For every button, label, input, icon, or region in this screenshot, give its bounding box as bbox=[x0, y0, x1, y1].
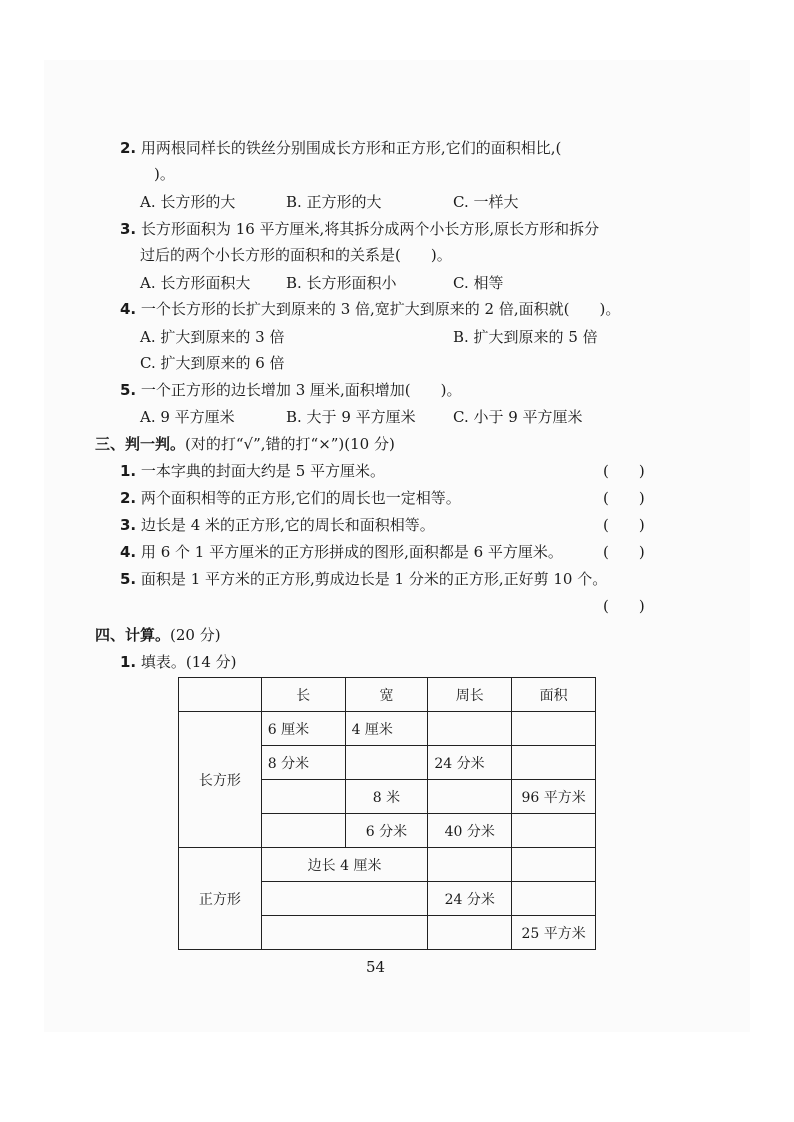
item-number: 1. bbox=[120, 462, 137, 480]
answer-paren[interactable]: ( ) bbox=[603, 462, 645, 480]
item-text: 填表。(14 分) bbox=[140, 653, 237, 671]
q3-option-a: A. 长方形面积大 bbox=[140, 274, 251, 292]
question-number: 3. bbox=[120, 220, 137, 238]
judge-item-2 bbox=[120, 488, 461, 508]
question-text: 长方形面积为 16 平方厘米,将其拆分成两个小长方形,原长方形和拆分 bbox=[140, 220, 600, 238]
section-note: (20 分) bbox=[170, 626, 221, 644]
question-5 bbox=[120, 380, 461, 400]
header-perimeter: 周长 bbox=[428, 678, 512, 712]
question-2-cont bbox=[140, 164, 175, 184]
table-cell[interactable] bbox=[512, 712, 596, 746]
q5-option-c: C. 小于 9 平方厘米 bbox=[453, 408, 583, 426]
item-number: 4. bbox=[120, 543, 137, 561]
item-number: 1. bbox=[120, 653, 137, 671]
table-cell-side[interactable] bbox=[261, 882, 428, 916]
table-cell[interactable] bbox=[428, 848, 512, 882]
header-length: 长 bbox=[261, 678, 345, 712]
judge-item-3 bbox=[120, 515, 435, 535]
q2-option-c: C. 一样大 bbox=[453, 193, 519, 211]
judge-item-5 bbox=[120, 569, 607, 589]
table-cell[interactable] bbox=[428, 780, 512, 814]
table-cell[interactable]: 8 分米 bbox=[261, 746, 345, 780]
section-4-heading bbox=[95, 625, 221, 645]
row-label-rectangle: 长方形 bbox=[179, 712, 262, 848]
table-cell[interactable]: 40 分米 bbox=[428, 814, 512, 848]
q4-option-c: C. 扩大到原来的 6 倍 bbox=[140, 354, 285, 372]
table-cell-side[interactable] bbox=[261, 916, 428, 950]
question-number: 2. bbox=[120, 139, 137, 157]
answer-paren[interactable]: ( ) bbox=[603, 543, 645, 561]
question-text-cont: )。 bbox=[154, 165, 175, 183]
judge-item-1 bbox=[120, 461, 385, 481]
sub-question-1 bbox=[120, 652, 236, 672]
fill-table bbox=[178, 677, 596, 950]
answer-paren[interactable]: ( ) bbox=[603, 489, 645, 507]
item-number: 2. bbox=[120, 489, 137, 507]
section-note: (对的打“√”,错的打“×”)(10 分) bbox=[185, 435, 395, 453]
item-number: 3. bbox=[120, 516, 137, 534]
table-cell[interactable]: 6 分米 bbox=[345, 814, 428, 848]
table-row bbox=[179, 712, 596, 746]
q5-option-a: A. 9 平方厘米 bbox=[140, 408, 235, 426]
question-3-cont: 过后的两个小长方形的面积和的关系是( )。 bbox=[140, 246, 452, 264]
q3-option-c: C. 相等 bbox=[453, 274, 504, 292]
answer-paren[interactable]: ( ) bbox=[603, 597, 645, 615]
table-cell[interactable] bbox=[428, 916, 512, 950]
item-text: 边长是 4 米的正方形,它的周长和面积相等。 bbox=[140, 516, 435, 534]
question-4 bbox=[120, 299, 620, 319]
q2-option-a: A. 长方形的大 bbox=[140, 193, 236, 211]
section-3-heading bbox=[95, 434, 395, 454]
table-header-row bbox=[179, 678, 596, 712]
table-cell-side[interactable]: 边长 4 厘米 bbox=[261, 848, 428, 882]
table-cell[interactable] bbox=[345, 746, 428, 780]
table-cell[interactable]: 4 厘米 bbox=[345, 712, 428, 746]
q3-option-b: B. 长方形面积小 bbox=[286, 274, 397, 292]
table-cell[interactable]: 24 分米 bbox=[428, 746, 512, 780]
question-text: 用两根同样长的铁丝分别围成长方形和正方形,它们的面积相比,( bbox=[140, 139, 562, 157]
item-number: 5. bbox=[120, 570, 137, 588]
question-3 bbox=[120, 219, 599, 239]
table-cell[interactable] bbox=[512, 746, 596, 780]
judge-item-4 bbox=[120, 542, 563, 562]
item-text: 两个面积相等的正方形,它们的周长也一定相等。 bbox=[140, 489, 461, 507]
header-width: 宽 bbox=[345, 678, 428, 712]
section-title: 四、计算。 bbox=[95, 626, 171, 644]
table-cell[interactable] bbox=[512, 882, 596, 916]
table-cell[interactable] bbox=[261, 780, 345, 814]
table-cell[interactable]: 25 平方米 bbox=[512, 916, 596, 950]
table-cell[interactable] bbox=[261, 814, 345, 848]
question-number: 4. bbox=[120, 300, 137, 318]
question-text: 一个正方形的边长增加 3 厘米,面积增加( )。 bbox=[140, 381, 462, 399]
table-cell[interactable] bbox=[512, 848, 596, 882]
table-cell[interactable] bbox=[428, 712, 512, 746]
table-cell[interactable]: 6 厘米 bbox=[261, 712, 345, 746]
q2-option-b: B. 正方形的大 bbox=[286, 193, 382, 211]
table-cell[interactable] bbox=[512, 814, 596, 848]
item-text: 面积是 1 平方米的正方形,剪成边长是 1 分米的正方形,正好剪 10 个。 bbox=[140, 570, 608, 588]
table-corner-cell bbox=[179, 678, 262, 712]
item-text: 用 6 个 1 平方厘米的正方形拼成的图形,面积都是 6 平方厘米。 bbox=[140, 543, 563, 561]
header-area: 面积 bbox=[512, 678, 596, 712]
table-cell[interactable]: 8 米 bbox=[345, 780, 428, 814]
section-title: 三、判一判。 bbox=[95, 435, 186, 453]
row-label-square: 正方形 bbox=[179, 848, 262, 950]
question-number: 5. bbox=[120, 381, 137, 399]
item-text: 一本字典的封面大约是 5 平方厘米。 bbox=[140, 462, 386, 480]
table-cell[interactable]: 24 分米 bbox=[428, 882, 512, 916]
page-number: 54 bbox=[366, 958, 386, 976]
q4-option-b: B. 扩大到原来的 5 倍 bbox=[453, 328, 598, 346]
q4-option-a: A. 扩大到原来的 3 倍 bbox=[140, 328, 285, 346]
table-cell[interactable]: 96 平方米 bbox=[512, 780, 596, 814]
table-row bbox=[179, 848, 596, 882]
q5-option-b: B. 大于 9 平方厘米 bbox=[286, 408, 416, 426]
question-2 bbox=[120, 138, 561, 158]
question-text: 一个长方形的长扩大到原来的 3 倍,宽扩大到原来的 2 倍,面积就( )。 bbox=[140, 300, 621, 318]
answer-paren[interactable]: ( ) bbox=[603, 516, 645, 534]
